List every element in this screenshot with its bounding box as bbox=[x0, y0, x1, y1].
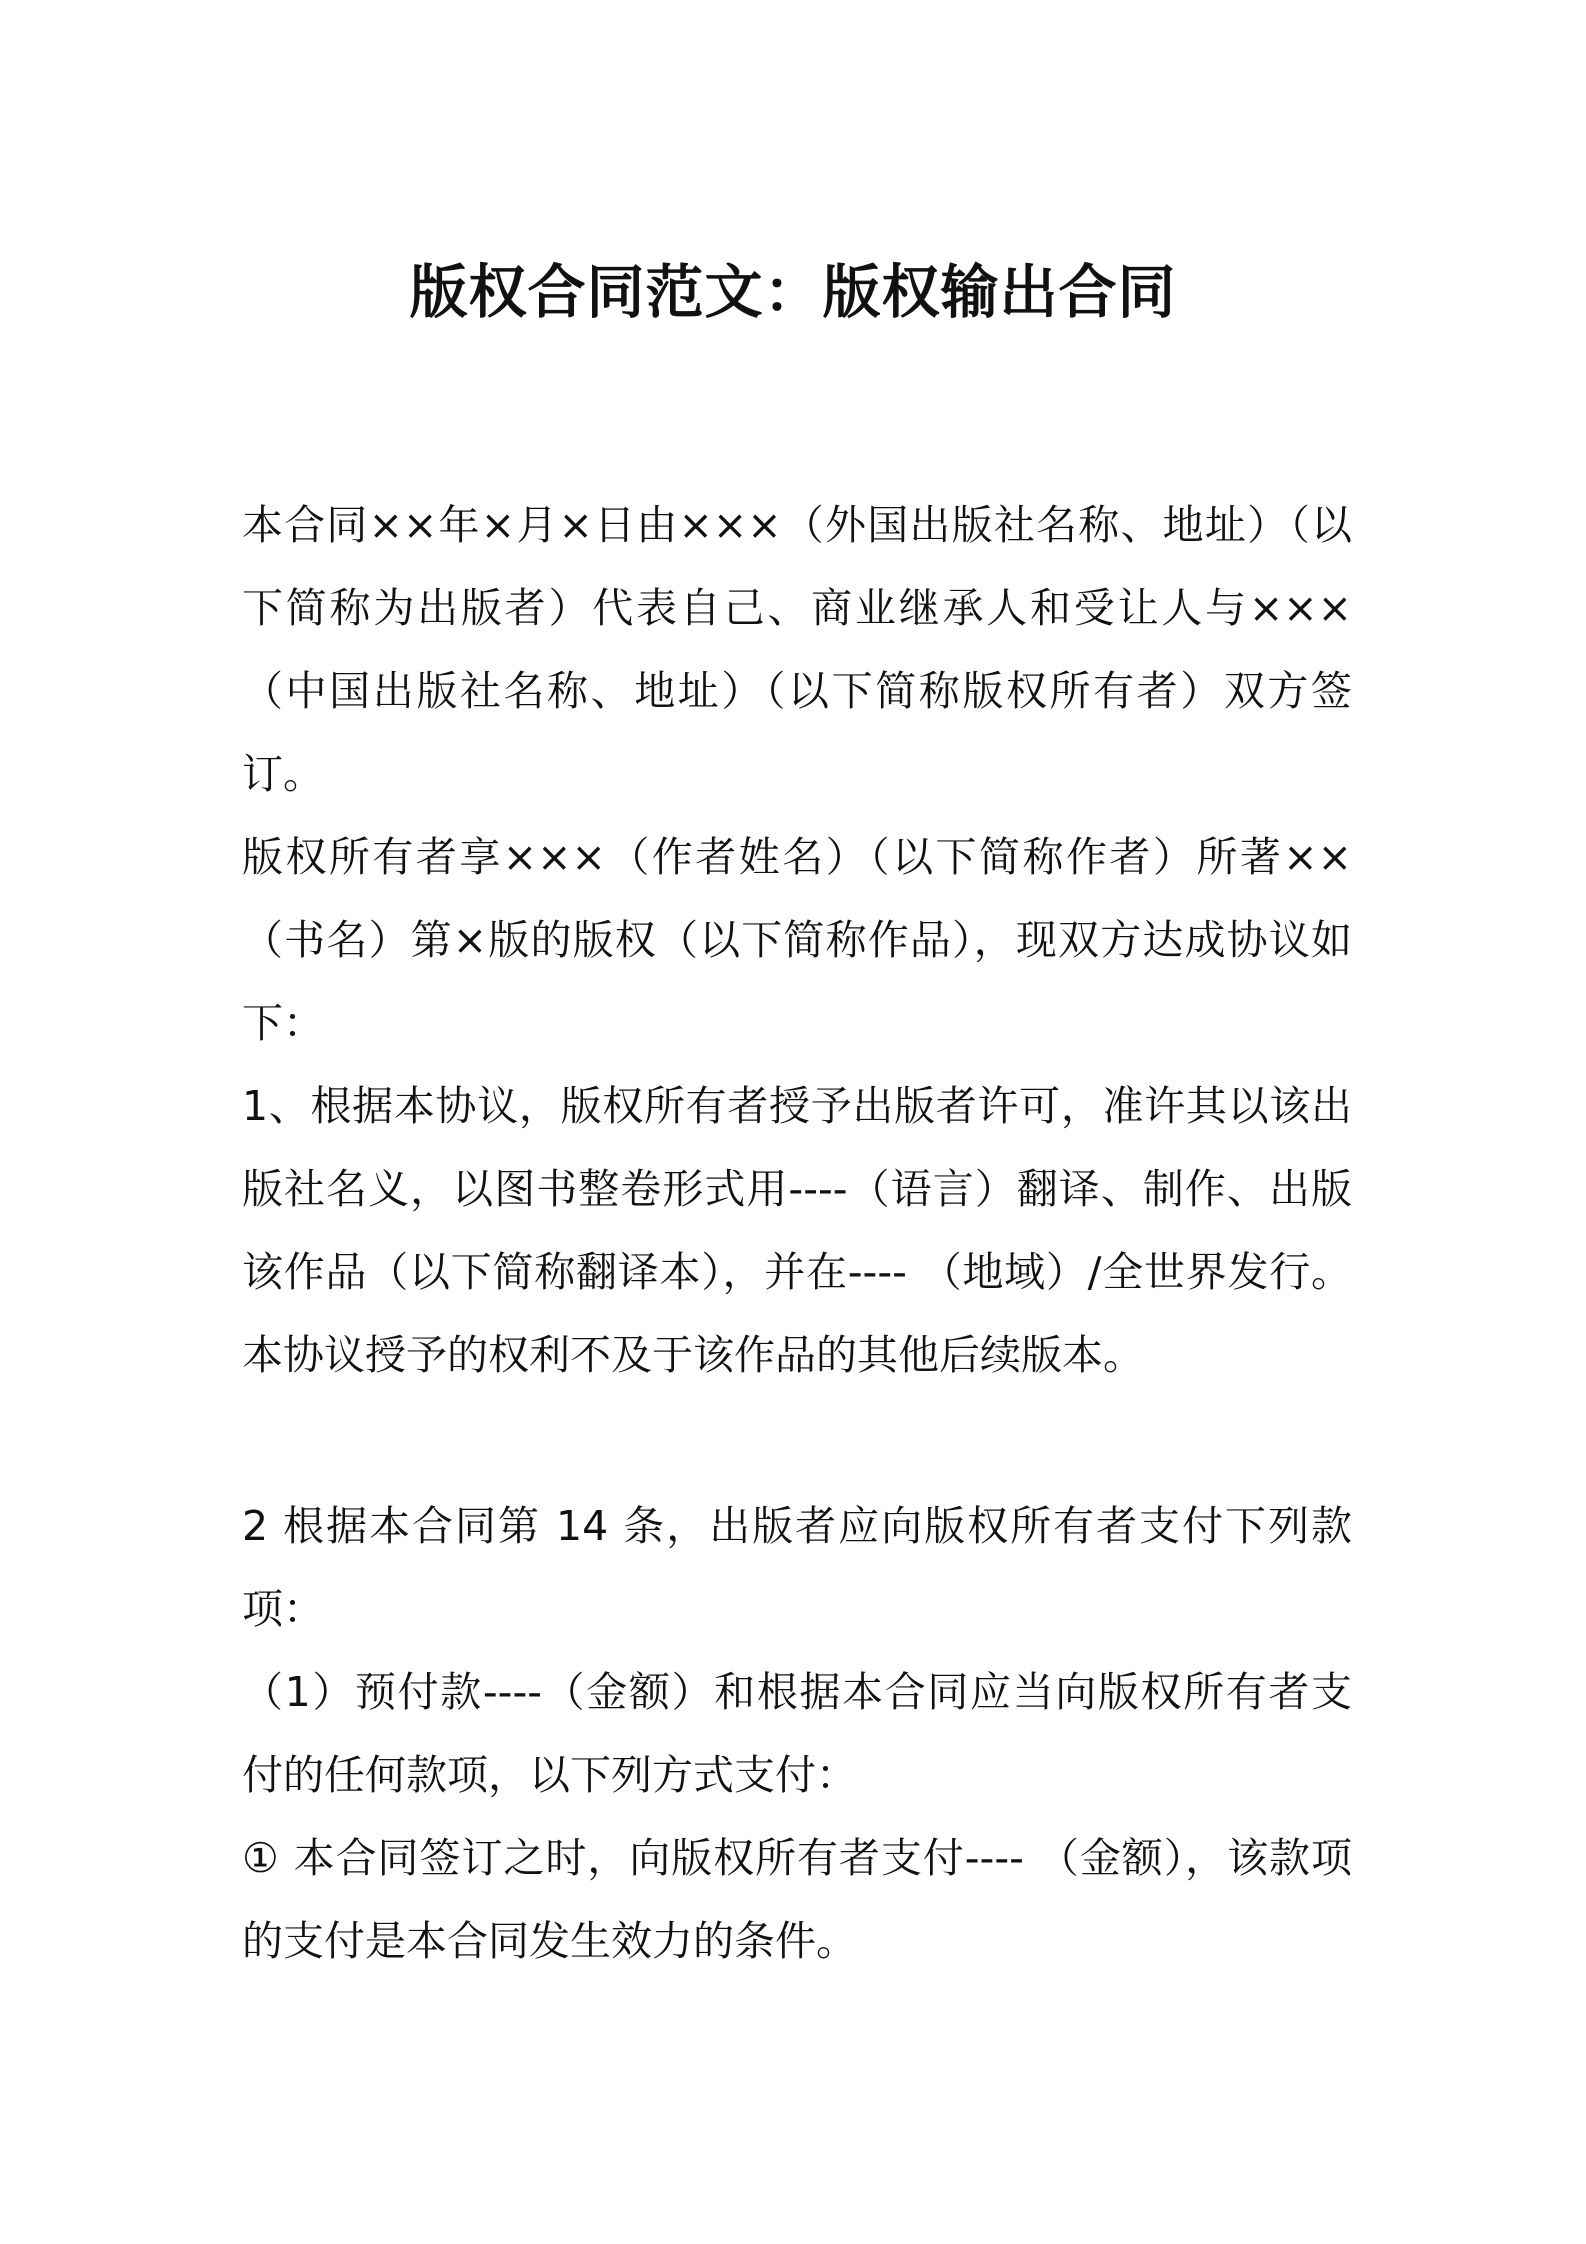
clause-2-payments: 2 根据本合同第 14 条，出版者应向版权所有者支付下列款项： bbox=[242, 1502, 1352, 1633]
clause-2-1-advance-payment: （1）预付款----（金额）和根据本合同应当向版权所有者支付的任何款项，以下列方式支付： bbox=[242, 1668, 1352, 1799]
document-title: 版权合同范文：版权输出合同 bbox=[409, 258, 1177, 326]
paragraph-work-copyright: 版权所有者享×××（作者姓名）（以下简称作者）所著××（书名）第×版的版权（以下简称作品），现双方达成协议如下： bbox=[242, 833, 1352, 1047]
clause-2-1-item-1-signing-payment: ① 本合同签订之时，向版权所有者支付---- （金额），该款项的支付是本合同发生效力的条件。 bbox=[242, 1834, 1352, 1965]
paragraph-parties: 本合同××年×月×日由×××（外国出版社名称、地址）（以下简称为出版者）代表自己、商业继承人和受让人与×××（中国出版社名称、地址）（以下简称版权所有者）双方签订。 bbox=[242, 501, 1352, 798]
clause-1-license-grant: 1、根据本协议，版权所有者授予出版者许可，准许其以该出版社名义，以图书整卷形式用----（语言）翻译、制作、出版该作品（以下简称翻译本），并在---- （地域）/全世界发行。本协议授予的权利不及于该作品的其他后续版本。 bbox=[242, 1082, 1352, 1379]
